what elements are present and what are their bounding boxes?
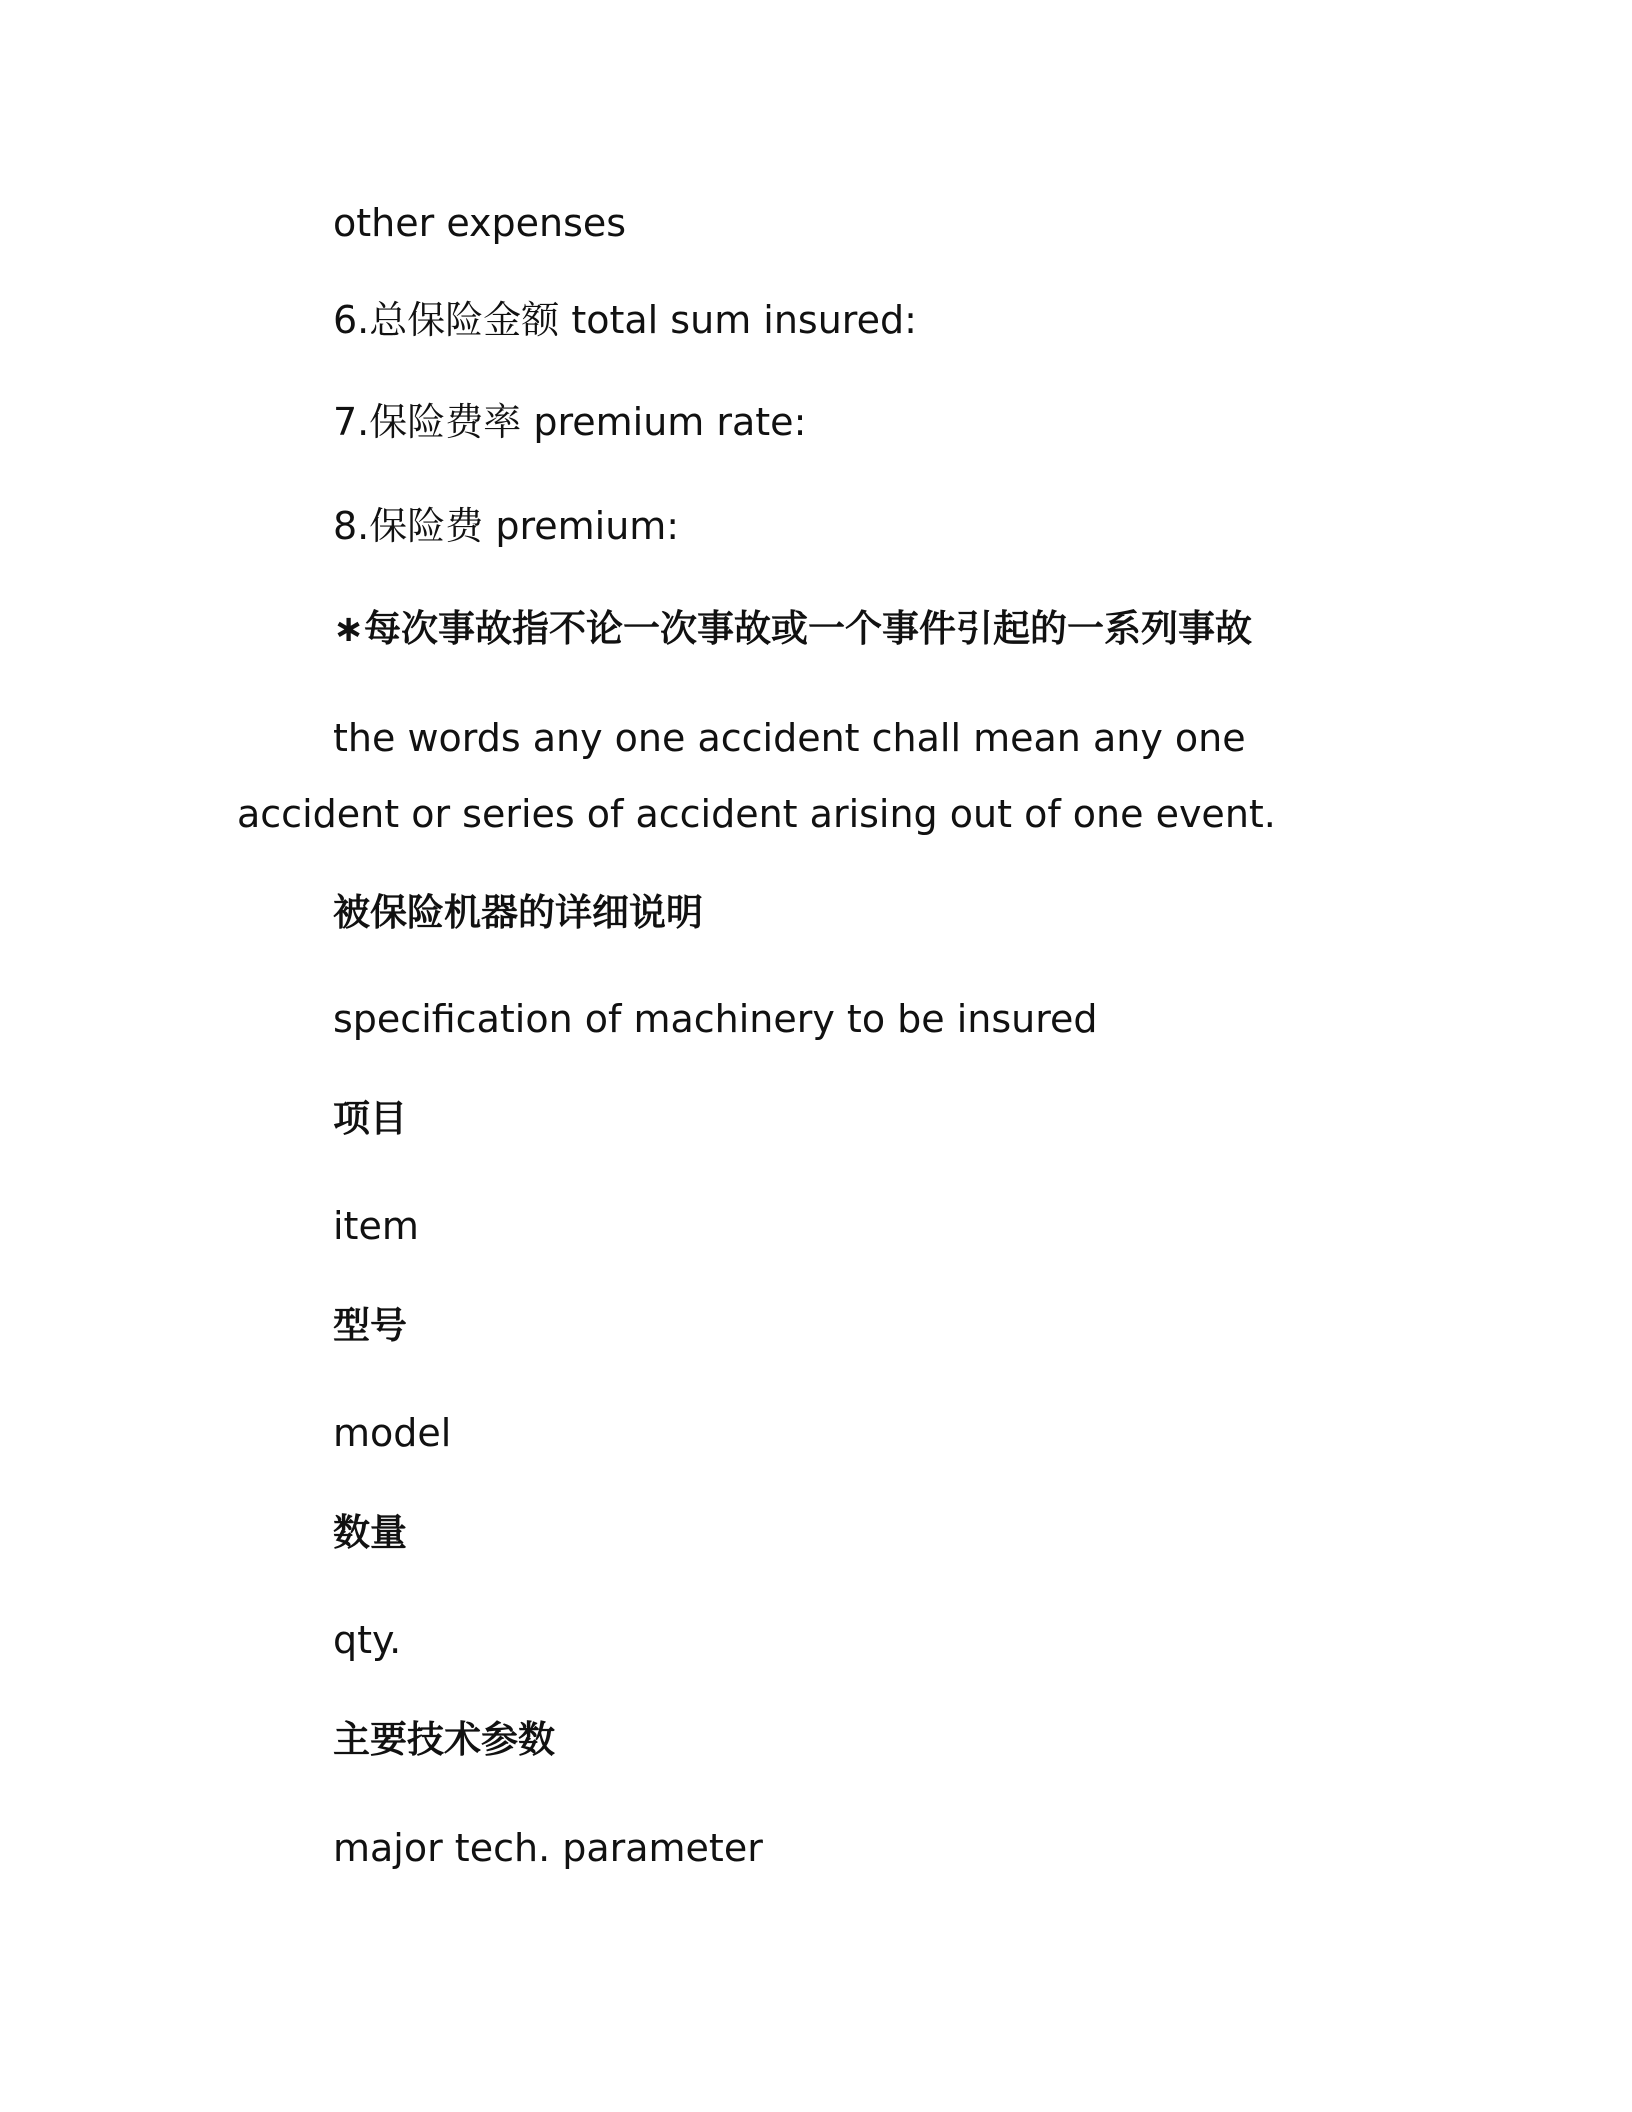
item-label-cn: 项目 [333, 1097, 407, 1140]
accident-note-en: the words any one accident chall mean any one accident or series of accident arising out of one event. [237, 716, 1276, 836]
other-expenses-line: other expenses [333, 201, 627, 245]
parameter-label-en: major tech. parameter [333, 1826, 763, 1870]
total-sum-insured-line: 6.总保险金额 total sum insured: [333, 298, 917, 342]
premium-line: 8.保险费 premium: [333, 504, 680, 548]
spec-title-en: specification of machinery to be insured [333, 997, 1098, 1041]
model-label-cn: 型号 [333, 1304, 407, 1347]
item-label-en: item [333, 1204, 419, 1248]
premium-rate-line: 7.保险费率 premium rate: [333, 400, 807, 444]
parameter-label-cn: 主要技术参数 [333, 1718, 555, 1761]
spec-title-cn: 被保险机器的详细说明 [333, 891, 703, 934]
qty-label-en: qty. [333, 1618, 402, 1662]
accident-note-cn: ∗每次事故指不论一次事故或一个事件引起的一系列事故 [333, 607, 1253, 650]
qty-label-cn: 数量 [333, 1511, 407, 1554]
model-label-en: model [333, 1411, 452, 1455]
